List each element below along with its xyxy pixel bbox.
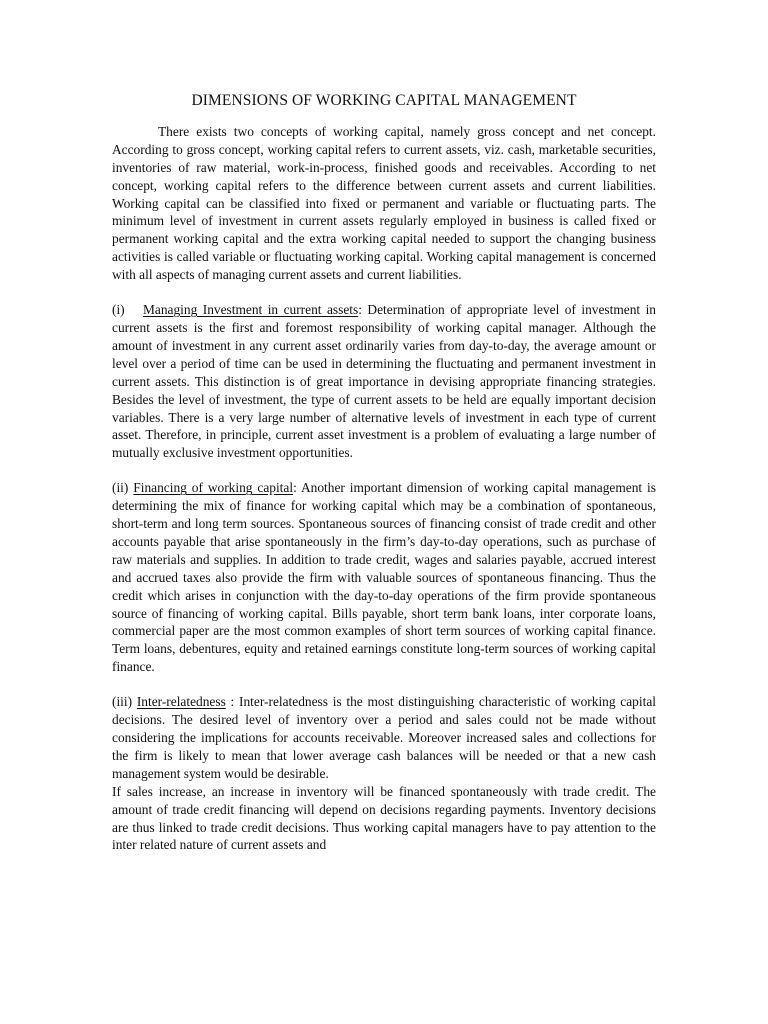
section-i-paragraph: [112, 301, 656, 462]
section-iii-continuation: If sales increase, an increase in inventory will be financed spontaneously with trade credit. The amount of trade credit financing will depend on decisions regarding payments. Inventory decisions are thus linked to trade credit decisions. Thus working capital managers have to pay attention to the inter related nature of current assets and: [112, 783, 656, 853]
section-iii-heading: Inter-relatedness: [136, 694, 226, 710]
section-ii-number: (ii): [112, 480, 129, 496]
section-iii-paragraph: [112, 693, 656, 783]
section-iii-separator: :: [225, 694, 235, 710]
section-i-separator: :: [358, 302, 362, 318]
section-i-number: (i): [112, 302, 125, 318]
page-title: DIMENSIONS OF WORKING CAPITAL MANAGEMENT: [191, 92, 577, 109]
section-i-body: Determination of appropriate level of investment in current assets is the first and foremost responsibility of working capital manager. Although the amount of investment in any current asset ordinarily varies from day-to-day, the average amount or level over a period of time can be used in determining the fluctuating and permanent investment in current assets. This distinction is of great importance in devising appropriate financing strategies. Besides the level of investment, the type of current assets to be held are equally important decision variables. There is a very large number of alternative levels of investment in each type of current asset. Therefore, in principle, current asset investment is a problem of evaluating a large number of mutually exclusive investment opportunities.: [112, 302, 656, 461]
section-ii-paragraph: [112, 479, 656, 676]
section-iii-body: Inter-relatedness is the most distinguishing characteristic of working capital decisions. The desired level of inventory over a period and sales could not be made without considering the implications for accounts receivable. Moreover increased sales and collections for the firm is likely to mean that lower average cash balances will be needed or that a new cash management system would be desirable.: [112, 694, 656, 781]
intro-paragraph: There exists two concepts of working capital, namely gross concept and net concept. According to gross concept, working capital refers to current assets, viz. cash, marketable securities, inventories of raw material, work-in-process, finished goods and receivables. According to net concept, working capital refers to the difference between current assets and current liabilities. Working capital can be classified into fixed or permanent and variable or fluctuating parts. The minimum level of investment in current assets regularly employed in business is called fixed or permanent working capital and the extra working capital needed to support the changing business activities is called variable or fluctuating working capital. Working capital management is concerned with all aspects of managing current assets and current liabilities.: [112, 123, 656, 283]
section-iii-number: (iii): [112, 694, 133, 710]
section-ii-body: Another important dimension of working capital management is determining the mix of finance for working capital which may be a combination of spontaneous, short-term and long term sources. Spontaneous sources of financing consist of trade credit and other accounts payable that arise spontaneously in the firm’s day-to-day operations, such as purchase of raw materials and supplies. In addition to trade credit, wages and salaries payable, accrued interest and accrued taxes also provide the firm with valuable sources of spontaneous financing. Thus the credit which arises in conjunction with the day-to-day operations of the firm provide spontaneous source of financing of working capital. Bills payable, short term bank loans, inter corporate loans, commercial paper are the most common examples of short term sources of working capital finance. Term loans, debentures, equity and retained earnings constitute long-term sources of working capital finance.: [112, 480, 656, 675]
section-i-heading: Managing Investment in current assets: [143, 302, 359, 318]
section-ii-heading: Financing of working capital: [133, 480, 294, 496]
section-ii-separator: :: [293, 480, 297, 496]
